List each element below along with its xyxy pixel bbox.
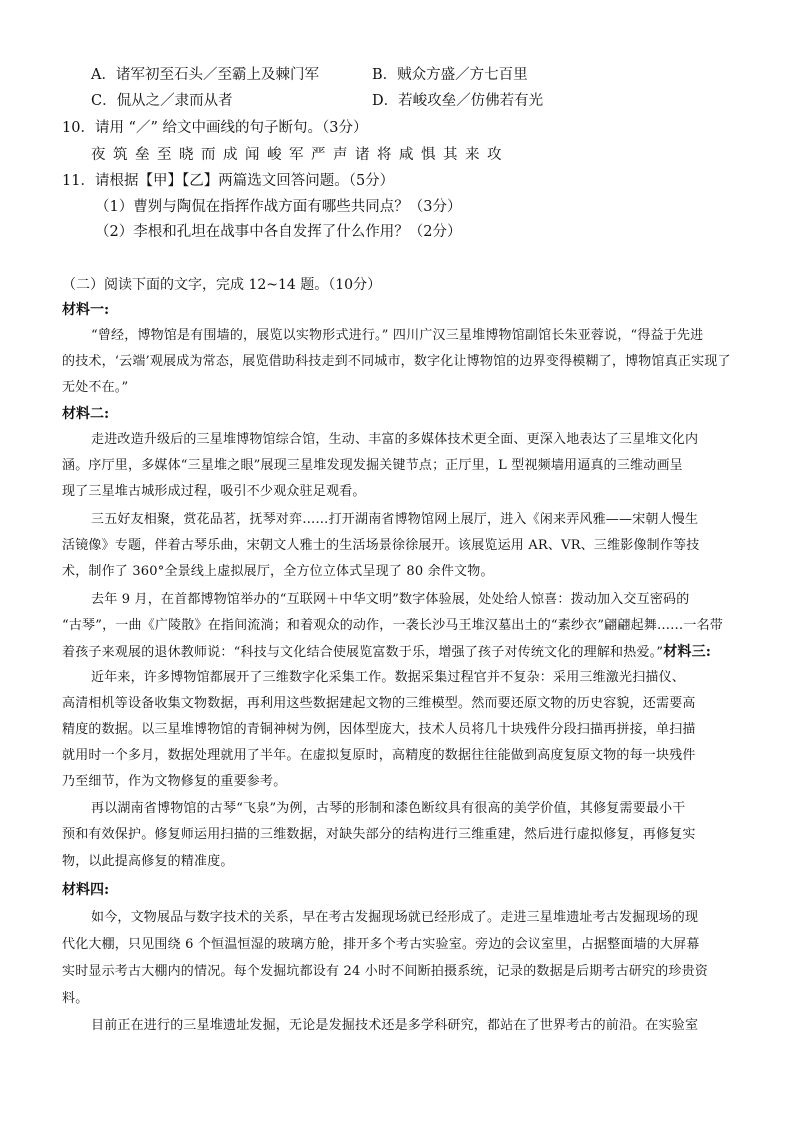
- material-3-line: 物，以此提高修复的精准度。: [62, 854, 234, 869]
- q10-stem: 10．请用 “／” 给文中画线的句子断句。（3分）: [62, 120, 368, 136]
- section-title: （二）阅读下面的文字，完成 12~14 题。（10分）: [62, 277, 382, 293]
- material-4-line: 实时显示考古大棚内的情况。每个发掘坑都设有 24 小时不间断拍摄系统，记录的数据是后期考古研究的珍贵资: [62, 964, 709, 979]
- material-3-line: 近年来，许多博物馆都展开了三维数字化采集工作。数据采集过程官并不复杂：采用三维激光扫描仪、: [91, 670, 686, 685]
- material-2-heading: 材料二:: [62, 406, 110, 422]
- material-2-line: 去年 9 月，在首都博物馆举办的“互联网＋中华文明”数字体验展，处处给人惊喜：拨动加入交互密码的: [91, 592, 690, 607]
- material-3-line: 再以湖南省博物馆的古琴“飞泉”为例，古琴的形制和漆色断纹具有很高的美学价值，其修复需要最小干: [91, 801, 686, 816]
- q9-option-d: D．若峻攻垒／仿佛若有光: [372, 93, 544, 109]
- q10-sentence: 夜筑垒至晓而成闻峻军严声诸将咸惧其来攻: [91, 147, 509, 163]
- material-3-heading: 材料三:: [663, 644, 712, 660]
- material-1-heading: 材料一:: [62, 302, 110, 318]
- material-4-heading: 材料四:: [62, 882, 110, 898]
- q11-sub-2: （2）李根和孔坦在战事中各自发挥了什么作用？（2分）: [95, 224, 462, 240]
- material-2-line: 活镜像》专题，伴着古琴乐曲，宋朝文人雅士的生活场景徐徐展开。该展览运用 AR、VR、三维影像制作等技: [62, 538, 700, 553]
- q9-option-b: B．贼众方盛／方七百里: [372, 67, 528, 83]
- material-2-line: 走进改造升级后的三星堆博物馆综合馆，生动、丰富的多媒体技术更全面、更深入地表达了三星堆文化内: [91, 432, 699, 447]
- material-3-line: 就用时一个多月，数据处理就用了半年。在虚拟复原时，高精度的数据往往能做到高度复原文物的每一块残件: [62, 748, 696, 763]
- q9-option-a: A．诸军初至石头／至霸上及棘门军: [91, 67, 319, 83]
- material-4-line: 代化大棚，只见围绕 6 个恒温恒湿的玻璃方舱，排开多个考古实验室。旁边的会议室里，占据整面墙的大屏幕: [62, 937, 700, 952]
- material-1-line: 的技术，‘云端’观展成为常态，展览借助科技走到不同城市，数字化让博物馆的边界变得模糊了，博物馆真正实现了: [62, 354, 731, 369]
- q9-option-c: C．侃从之／隶而从者: [91, 93, 233, 109]
- material-2-line: 术，制作了 360°全景线上虚拟展厅，全方位立体式呈现了 80 余件文物。: [62, 564, 494, 579]
- material-3-line: 高清相机等设备收集文物数据，再利用这些数据建起文物的三维模型。然而要还原文物的历史容貌，还需要高: [62, 696, 696, 711]
- material-2-line-text: 着孩子来观展的退休教师说：“科技与文化结合使展览富数于乐，增强了孩子对传统文化的理解和热爱。”: [62, 645, 664, 660]
- material-4-line: 如今，文物展品与数字技术的关系，早在考古发掘现场就已经形成了。走进三星堆遗址考古发掘现场的现: [91, 910, 699, 925]
- material-2-line: 涵。序厅里，多媒体“三星堆之眼”展现三星堆发现发掘关键节点；正厅里，L 型视频墙用逼真的三维动画呈: [62, 458, 683, 473]
- q11-sub-1: （1）曹刿与陶侃在指挥作战方面有哪些共同点？（3分）: [95, 199, 462, 215]
- material-1-line: “曾经，博物馆是有围墙的，展览以实物形式进行。” 四川广汉三星堆博物馆副馆长朱亚蓉说，“得益于先进: [91, 328, 704, 343]
- material-1-line: 无处不在。”: [62, 380, 129, 395]
- material-2-line: 现了三星堆古城形成过程，吸引不少观众驻足观看。: [62, 484, 366, 499]
- material-3-line: 预和有效保护。修复师运用扫描的三维数据，对缺失部分的结构进行三维重建，然后进行虚拟修复，再修复实: [62, 827, 696, 842]
- material-2-line: 三五好友相聚，赏花品茗，抚琴对弈……打开湖南省博物馆网上展厅，进入《闲来弄风雅——宋朝人慢生: [91, 512, 699, 527]
- material-2-line: “古琴”，一曲《广陵散》在指间流淌；和着观众的动作，一袭长沙马王堆汉墓出土的“素纱衣”翩翩起舞……一名带: [62, 618, 723, 633]
- material-3-line: 乃至细节，作为文物修复的重要参考。: [62, 774, 287, 789]
- material-4-line: 料。: [62, 991, 89, 1006]
- material-3-line: 精度的数据。以三星堆博物馆的青铜神树为例，因体型庞大，技术人员将几十块残件分段扫描再拼接，单扫描: [62, 722, 696, 737]
- q11-stem: 11．请根据【甲】【乙】两篇选文回答问题。（5分）: [62, 173, 395, 189]
- material-2-line: [62, 643, 711, 662]
- material-4-line: 目前正在进行的三星堆遗址发掘，无论是发掘技术还是多学科研究，都站在了世界考古的前沿。在实验室: [91, 1018, 699, 1033]
